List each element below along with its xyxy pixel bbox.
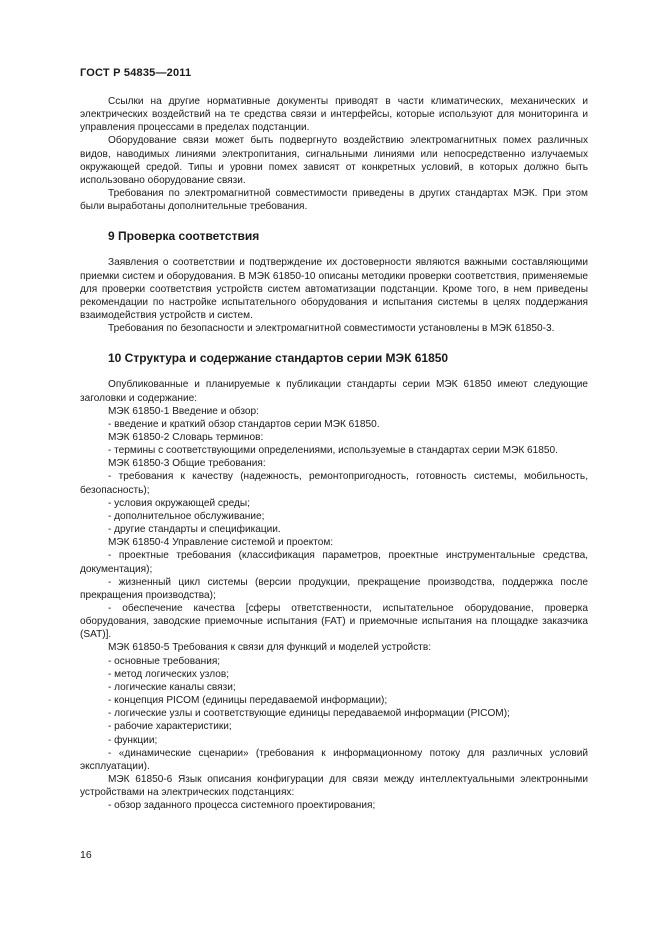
document-body <box>80 95 588 813</box>
section-9-paragraph: Требования по безопасности и электромагнитной совместимости установлены в МЭК 61850-3. <box>108 323 555 335</box>
list-item: - дополнительное обслуживание; <box>108 510 265 522</box>
list-item: - «динамические сценарии» (требования к информационному потоку для различных условий эксплуатации). <box>80 747 588 772</box>
list-item: - жизненный цикл системы (версии продукции, прекращение производства, поддержка после прекращения производства); <box>80 576 588 601</box>
list-item: - логические каналы связи; <box>108 681 236 693</box>
list-item: - основные требования; <box>108 655 221 667</box>
list-item: - требования к качеству (надежность, ремонтопригодность, готовность системы, мобильность, безопасность); <box>80 471 588 496</box>
intro-paragraph: Ссылки на другие нормативные документы приводят в части климатических, механических и электрических воздействий на те средства связи и интерфейсы, которые используют для мониторинга и управления процессами в пределах подстанции. <box>80 96 588 134</box>
list-item: МЭК 61850-2 Словарь терминов: <box>108 431 264 443</box>
list-item: - условия окружающей среды; <box>108 497 250 509</box>
intro-paragraph: Оборудование связи может быть подвергнуто воздействию электромагнитных помех различных видов, наводимых линиями электропитания, сигнальными линиями или непосредственно излучаемых окружающей средой. Типы и уровни помех зависят от конкретных условий, в которых должно быть использовано оборудование связи. <box>80 135 588 186</box>
document-header: ГОСТ Р 54835—2011 <box>80 67 192 79</box>
list-item: - функции; <box>108 734 158 746</box>
section-9-heading: 9 Проверка соответствия <box>108 229 260 244</box>
intro-paragraph: Требования по электромагнитной совместимости приведены в других стандартах МЭК. При этом были выработаны дополнительные требования. <box>80 188 588 213</box>
page-number: 16 <box>80 849 92 861</box>
list-item: - другие стандарты и спецификации. <box>108 524 281 536</box>
section-9-paragraph: Заявления о соответствии и подтверждение их достоверности являются важными составляющими приемки систем и оборудования. В МЭК 61850-10 описаны методики проверки соответствия, применяемые для проверки соответствия устройств систем автоматизации подстанции. Кроме того, в нем приведены рекомендации по настройке испытательного оборудования и испытания системы в целях поддержания взаимодействия устройств и систем. <box>80 257 588 322</box>
section-10-heading: 10 Структура и содержание стандартов серии МЭК 61850 <box>108 351 449 366</box>
list-item: - рабочие характеристики; <box>108 721 232 733</box>
list-item: - концепция PICOM (единицы передаваемой информации); <box>108 695 388 707</box>
section-10-intro: Опубликованные и планируемые к публикации стандарты серии МЭК 61850 имеют следующие заголовки и содержание: <box>80 379 588 404</box>
list-item: - логические узлы и соответствующие единицы передаваемой информации (PICOM); <box>108 708 510 720</box>
list-item: - введение и краткий обзор стандартов серии МЭК 61850. <box>108 418 380 430</box>
list-item: - проектные требования (классификация параметров, проектные инструментальные средства, документация); <box>80 550 588 575</box>
list-item: МЭК 61850-1 Введение и обзор: <box>108 405 259 417</box>
list-item: - обеспечение качества [сферы ответственности, испытательное оборудование, проверка оборудования, заводские приемочные испытания (FAT) и приемочные испытания на площадке заказчика (SAT)]. <box>80 603 588 641</box>
list-item: - термины с соответствующими определениями, используемые в стандартах серии МЭК 61850. <box>108 445 558 457</box>
list-item: МЭК 61850-4 Управление системой и проектом: <box>108 537 334 549</box>
list-item: МЭК 61850-5 Требования к связи для функций и моделей устройств: <box>108 642 432 654</box>
list-item: - обзор заданного процесса системного проектирования; <box>108 800 376 812</box>
list-item: - метод логических узлов; <box>108 668 230 680</box>
list-item: МЭК 61850-3 Общие требования: <box>108 458 266 470</box>
list-item: МЭК 61850-6 Язык описания конфигурации для связи между интеллектуальными электронными устройствами на электрических подстанциях: <box>80 774 588 799</box>
